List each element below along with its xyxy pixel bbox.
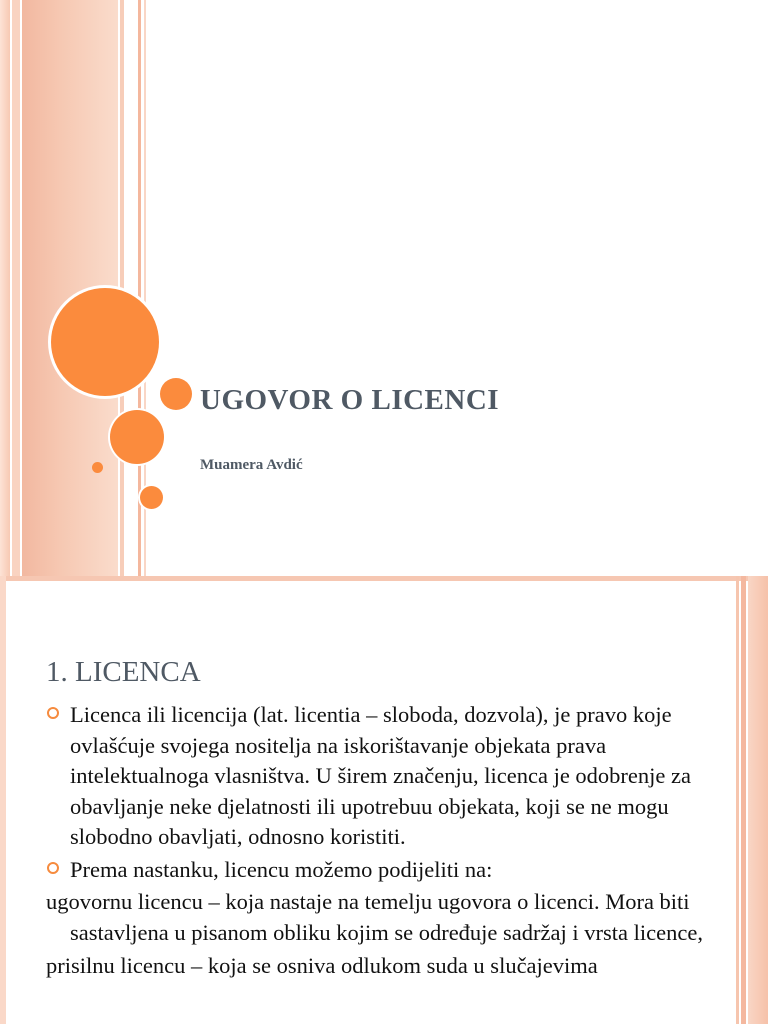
decorative-stripe-right — [741, 576, 746, 1024]
decorative-circle-large — [51, 288, 159, 396]
decorative-circle — [160, 378, 192, 410]
body-paragraph: prisilnu licencu – koja se osniva odlukom suda u slučajevima — [46, 953, 598, 978]
slide-author: Muamera Avdić — [200, 457, 303, 473]
content-slide — [0, 576, 768, 1024]
decorative-stripe-left — [0, 576, 6, 1024]
bullet-item — [46, 700, 736, 853]
decorative-stripe-right — [736, 576, 739, 1024]
decorative-stripe — [120, 0, 124, 576]
decorative-circle — [140, 486, 163, 509]
decorative-circle-medium — [110, 410, 164, 464]
circle-bullet-icon — [47, 707, 59, 719]
decorative-stripe — [138, 0, 141, 576]
decorative-stripe — [0, 0, 10, 576]
bullet-text: Licenca ili licencija (lat. licentia – sloboda, dozvola), je pravo koje ovlašćuje svojega nositelja na iskorištavanje objekata prava intelektualnoga vlasništva. U širem značenju, licenca je odobrenje za obavljanje neke djelatnosti ili upotrebuu objekata, koji se ne mogu slobodno obavljati, odnosno koristiti. — [70, 702, 692, 849]
slide-body — [46, 700, 736, 985]
slide-heading: 1. LICENCA — [46, 656, 201, 688]
decorative-circle-small — [92, 462, 103, 473]
decorative-stripe-right — [748, 576, 768, 1024]
slide-title: UGOVOR O LICENCI — [200, 384, 500, 416]
decorative-stripe — [12, 0, 20, 576]
bullet-item — [46, 855, 736, 886]
circle-bullet-icon — [47, 862, 59, 874]
bullet-text: Prema nastanku, licencu možemo podijeliti na: — [70, 856, 493, 882]
decorative-stripe-top — [0, 576, 768, 581]
body-paragraph: ugovornu licencu – koja nastaje na temelju ugovora o licenci. Mora biti sastavljena u pisanom obliku kojim se određuje sadržaj i vrsta licence, — [46, 889, 703, 945]
